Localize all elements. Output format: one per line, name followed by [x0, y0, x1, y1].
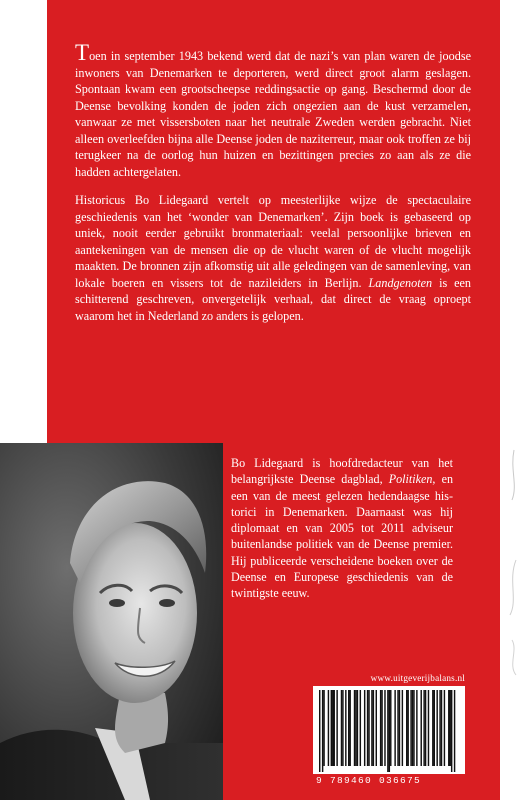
book-title: Landgenoten [368, 275, 433, 290]
barcode-bar [331, 690, 332, 766]
barcode-bar [448, 690, 449, 766]
barcode-bar [328, 690, 329, 766]
barcode-bar [367, 690, 368, 766]
barcode-bar [441, 690, 442, 766]
barcode-bar [384, 690, 385, 766]
barcode-bar [322, 690, 323, 772]
barcode-bar [439, 690, 440, 766]
barcode-bar [360, 690, 361, 766]
barcode-bar [436, 690, 437, 766]
blurb-text [75, 40, 472, 336]
barcode-bar [332, 690, 333, 766]
barcode-bar [425, 690, 426, 766]
barcode-bar [406, 690, 407, 766]
barcode-bar [349, 690, 350, 766]
barcode-bar [451, 690, 452, 772]
barcode-bar [412, 690, 413, 766]
barcode-bar [413, 690, 414, 766]
drop-cap: T [75, 40, 90, 65]
blurb-paragraph-1: Toen in september 1943 bekend werd dat de nazi’s van plan waren de joodse inwoners van Denemarken te deporteren, werd direct groot alarm geslagen. Spontaan kwam een grootscheepse reddingsactie op gang. Beschermd door de Deense bevolking konden de joden zich ongezien aan de kust verzamelen, vanwaar ze met vissersboten naar het neutrale Zweden werden gebracht. Niet alleen overleefden bijna alle Deense joden de naziterreur, maar ook troffen ze bij terugkeer na de oorlog hun huizen en bezittingen precies zo aan als ze die hadden achtergelaten. [75, 40, 471, 179]
barcode-bar [416, 690, 417, 766]
barcode-bar [444, 690, 445, 766]
isbn-number: 9 789460 036675 [316, 775, 422, 786]
barcode-bar [428, 690, 429, 766]
barcode-bar [336, 690, 337, 766]
barcode-bar [348, 690, 349, 766]
barcode-bar [399, 690, 400, 766]
barcode-bar [342, 690, 343, 766]
barcode-bar [364, 690, 365, 766]
isbn-barcode [313, 686, 465, 774]
barcode-bar [357, 690, 358, 766]
barcode-bar [371, 690, 372, 766]
barcode-bar [407, 690, 408, 766]
leaf-sketch-icon [500, 440, 520, 680]
author-bio: Bo Lidegaard is hoofdredacteur van het belangrijkste Deense dagblad, Politiken, en een van de meest gelezen hedendaagse historici in Denemarken. Daarnaast was hij diplomaat en van 2005 tot 2011 adviseur buitenlandse politiek van de Deense premier. Hij publiceerde verscheidene boeken over de Deense en Europese geschiedenis van de twintigste eeuw. [231, 456, 453, 601]
barcode-bar [410, 690, 411, 766]
barcode-bar [389, 690, 390, 772]
barcode-bar [341, 690, 342, 766]
barcode-bar [390, 690, 391, 766]
barcode-bar [450, 690, 451, 766]
barcode-bar [394, 690, 395, 766]
publisher-url[interactable]: www.uitgeverijbalans.nl [370, 673, 465, 683]
author-portrait-photo-icon [0, 443, 223, 800]
barcode-bar [345, 690, 346, 766]
barcode-bar [354, 690, 355, 766]
barcode-bar [376, 690, 377, 766]
barcode-bar [454, 690, 455, 772]
barcode-bar [323, 690, 324, 766]
barcode-bar [355, 690, 356, 766]
barcode-bar [319, 690, 320, 772]
barcode-bar [334, 690, 335, 766]
barcode-icon [313, 686, 465, 774]
barcode-bar [432, 690, 433, 766]
barcode-bar [397, 690, 398, 766]
barcode-bar [402, 690, 403, 766]
barcode-bar [373, 690, 374, 766]
author-photo [0, 443, 223, 800]
barcode-bar [387, 690, 388, 772]
barcode-bar [421, 690, 422, 766]
barcode-bar [368, 690, 369, 766]
barcode-bar [434, 690, 435, 766]
newspaper-name: Politiken [388, 472, 433, 487]
blurb-paragraph-2: Historicus Bo Lidegaard vertelt op meesterlijke wijze de spectaculaire geschiedenis van het ‘wonder van Denemarken’. Zijn boek is gebaseerd op uniek, nooit eerder gebruikt bronmateriaal: veelal persoonlijke brieven en aantekeningen van de mensen die op de vlucht waren of de vlucht mogelijk maakten. De bronnen zijn afkomstig uit alle geledingen van de samenleving, van lokale boeren en vissers tot de nazileiders in Berlijn. Landgenoten is een schitterend geschreven, onvergetelijk verhaal, dat direct de vraag oproept waarom het in Nederland zo anders is gelopen. [75, 193, 472, 323]
barcode-bar [423, 690, 424, 766]
barcode-bar [380, 690, 381, 766]
barcode-bar [381, 690, 382, 766]
